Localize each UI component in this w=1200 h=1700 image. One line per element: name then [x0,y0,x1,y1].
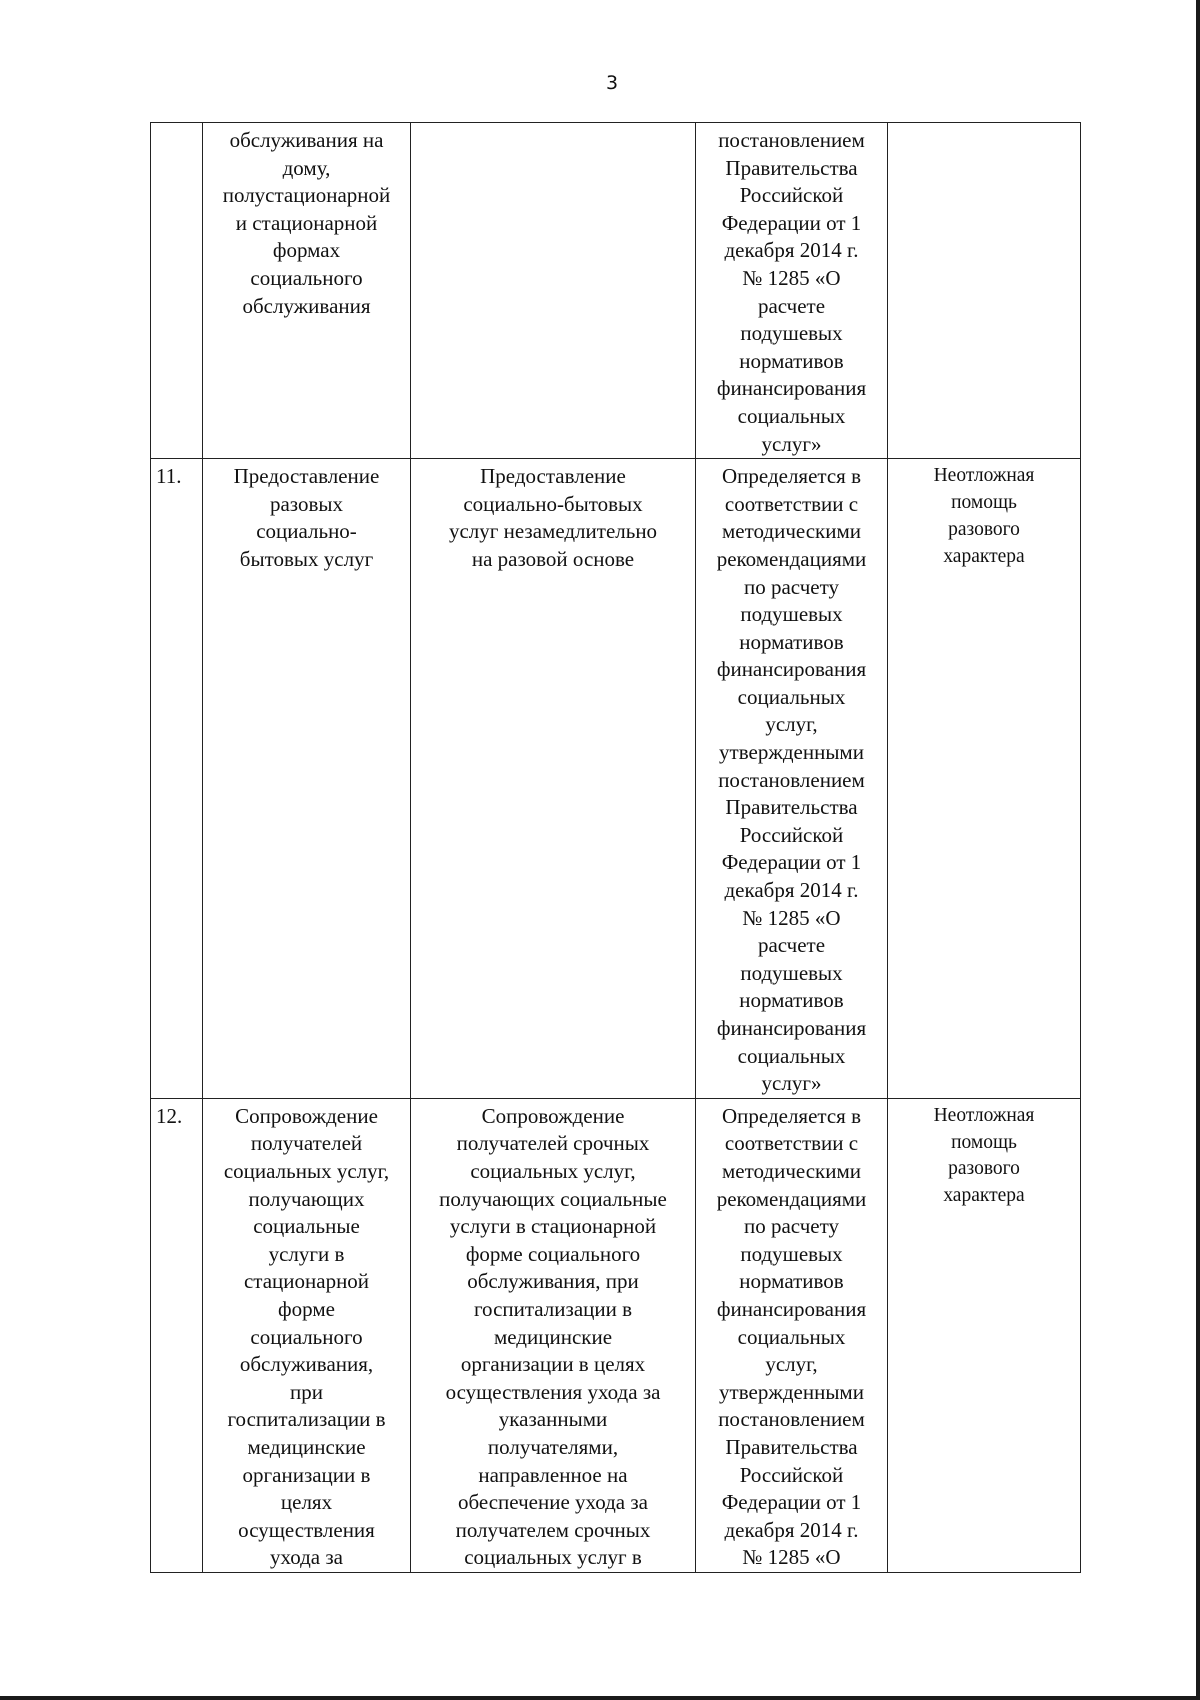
table-row [151,1098,1081,1572]
service-name-cell [203,1098,411,1572]
service-tariff-cell [696,123,888,459]
service-tariff: постановлением Правительства Российской Федерации от 1 декабря 2014 г. № 1285 «О расчете подушевых нормативов финансирования социальных услуг» [716,128,867,456]
scan-edge-right [1196,0,1200,1700]
row-number: 12. [156,1103,183,1128]
table-row [151,459,1081,1099]
service-name: Сопровождение получателей социальных услуг, получающих социальные услуги в стационарной форме социального обслуживания, при госпитализации в медицинские организации в целях осуществления ухода за [223,1103,390,1570]
service-note: Неотложная помощь разового характера [933,1104,1035,1207]
row-number-cell [151,1098,203,1572]
scan-edge-bottom [0,1696,1200,1700]
service-description: Сопровождение получателей срочных социальных услуг, получающих социальные услуги в стационарной форме социального обслуживания, при госпитализации в медицинские организации в целях осуществления ухода за указанными получателями, направленное на обеспечение ухода за получателем срочных социальных услуг в [439,1103,667,1570]
service-description: Предоставление социально-бытовых услуг незамедлительно на разовой основе [448,464,658,571]
service-tariff-cell [696,459,888,1099]
table-row [151,123,1081,459]
row-number-cell [151,123,203,459]
service-name-cell [203,123,411,459]
services-table-container [150,122,1080,1573]
services-table [150,122,1081,1573]
page-number: 3 [605,72,619,94]
service-name-cell [203,459,411,1099]
service-note-cell [888,123,1081,459]
service-description-cell [411,459,696,1099]
service-tariff-cell [696,1098,888,1572]
service-description-cell [411,123,696,459]
service-description-cell [411,1098,696,1572]
service-note-cell [888,1098,1081,1572]
row-number: 11. [156,464,182,489]
service-tariff: Определяется в соответствии с методическими рекомендациями по расчету подушевых нормативов финансирования социальных услуг, утвержденными постановлением Правительства Российской Федерации от 1 декабря 2014 г. № 1285 «О [716,1103,867,1570]
service-note: Неотложная помощь разового характера [933,465,1035,567]
service-note-cell [888,459,1081,1099]
service-name: Предоставление разовых социально- бытовых услуг [233,464,380,571]
service-tariff: Определяется в соответствии с методическими рекомендациями по расчету подушевых нормативов финансирования социальных услуг, утвержденными постановлением Правительства Российской Федерации от 1 декабря 2014 г. № 1285 «О расчете подушевых нормативов финансирования социальных услуг» [716,464,867,1096]
row-number-cell [151,459,203,1099]
service-name: обслуживания на дому, полустационарной и стационарной формах социального обслуживания [222,128,391,318]
